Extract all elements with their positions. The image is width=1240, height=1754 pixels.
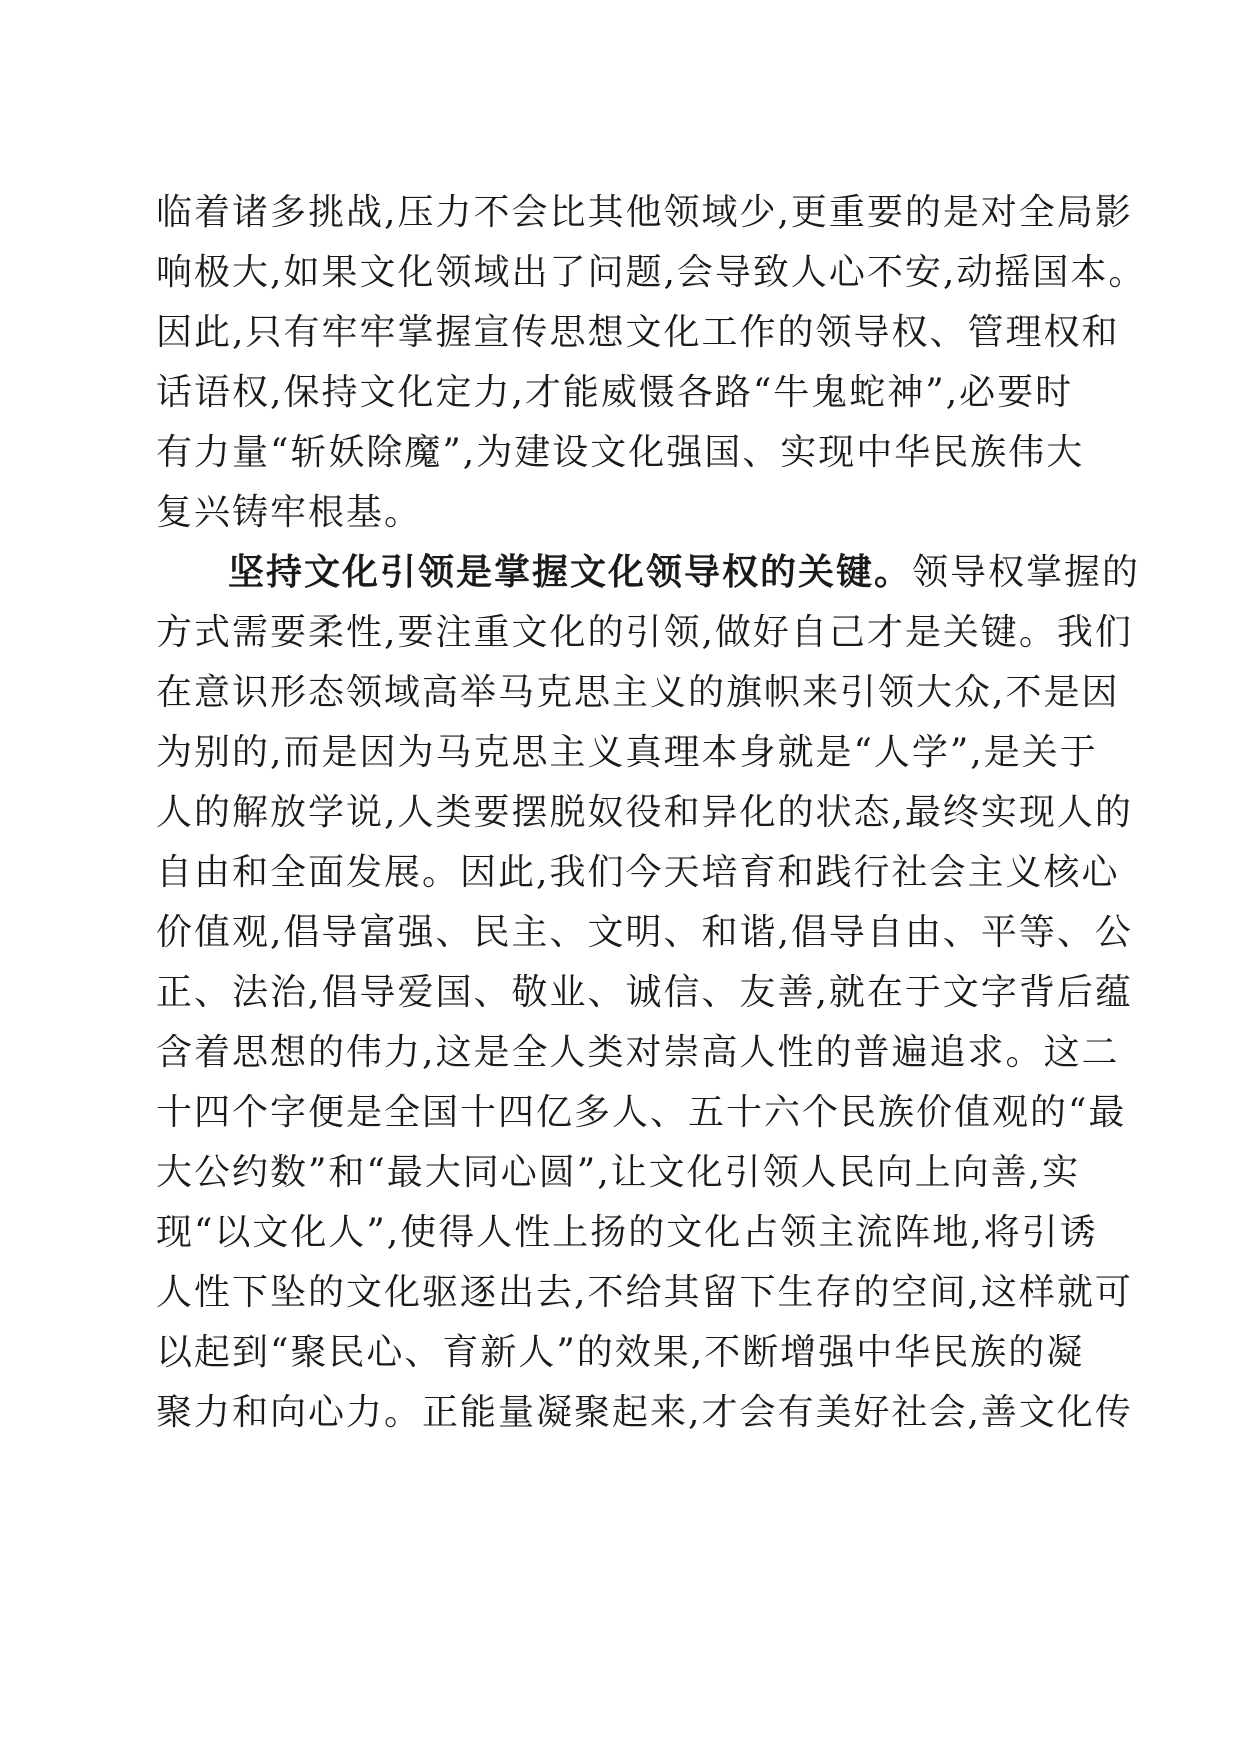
text-line: 含着思想的伟力,这是全人类对崇高人性的普遍追求。这二 xyxy=(156,1032,1120,1073)
text-line: 有力量“斩妖除魔”,为建设文化强国、实现中华民族伟大 xyxy=(156,432,1085,473)
text-line: 话语权,保持文化定力,才能威慑各路“牛鬼蛇神”,必要时 xyxy=(156,372,1074,413)
text-line: 现“以文化人”,使得人性上扬的文化占领主流阵地,将引诱 xyxy=(156,1212,1098,1253)
text-line xyxy=(156,543,1141,603)
text-line: 临着诸多挑战,压力不会比其他领域少,更重要的是对全局影 xyxy=(156,192,1133,233)
heading-line-rest: 领导权掌握的 xyxy=(912,552,1141,593)
text-line: 人性下坠的文化驱逐出去,不给其留下生存的空间,这样就可 xyxy=(156,1272,1133,1313)
text-line: 自由和全面发展。因此,我们今天培育和践行社会主义核心 xyxy=(156,852,1120,893)
text-line: 正、法治,倡导爱国、敬业、诚信、友善,就在于文字背后蕴 xyxy=(156,972,1133,1013)
text-line: 以起到“聚民心、育新人”的效果,不断增强中华民族的凝 xyxy=(156,1332,1085,1373)
text-line: 响极大,如果文化领域出了问题,会导致人心不安,动摇国本。 xyxy=(156,252,1147,293)
text-line: 大公约数”和“最大同心圆”,让文化引领人民向上向善,实 xyxy=(156,1152,1081,1193)
text-line: 十四个字便是全国十四亿多人、五十六个民族价值观的“最 xyxy=(156,1092,1127,1133)
text-line: 聚力和向心力。正能量凝聚起来,才会有美好社会,善文化传 xyxy=(156,1392,1133,1433)
text-line: 复兴铸牢根基。 xyxy=(156,492,423,533)
text-line: 人的解放学说,人类要摆脱奴役和异化的状态,最终实现人的 xyxy=(156,792,1133,833)
paragraph-1 xyxy=(156,183,1147,543)
text-line: 方式需要柔性,要注重文化的引领,做好自己才是关键。我们 xyxy=(156,612,1133,653)
text-line: 价值观,倡导富强、民主、文明、和谐,倡导自由、平等、公 xyxy=(156,912,1133,953)
paragraph-heading: 坚持文化引领是掌握文化领导权的关键。 xyxy=(228,552,913,593)
text-line: 为别的,而是因为马克思主义真理本身就是“人学”,是关于 xyxy=(156,732,1098,773)
text-line: 在意识形态领域高举马克思主义的旗帜来引领大众,不是因 xyxy=(156,672,1120,713)
body-text xyxy=(156,183,1147,1443)
text-line: 因此,只有牢牢掌握宣传思想文化工作的领导权、管理权和 xyxy=(156,312,1120,353)
paragraph-2 xyxy=(156,543,1141,1443)
